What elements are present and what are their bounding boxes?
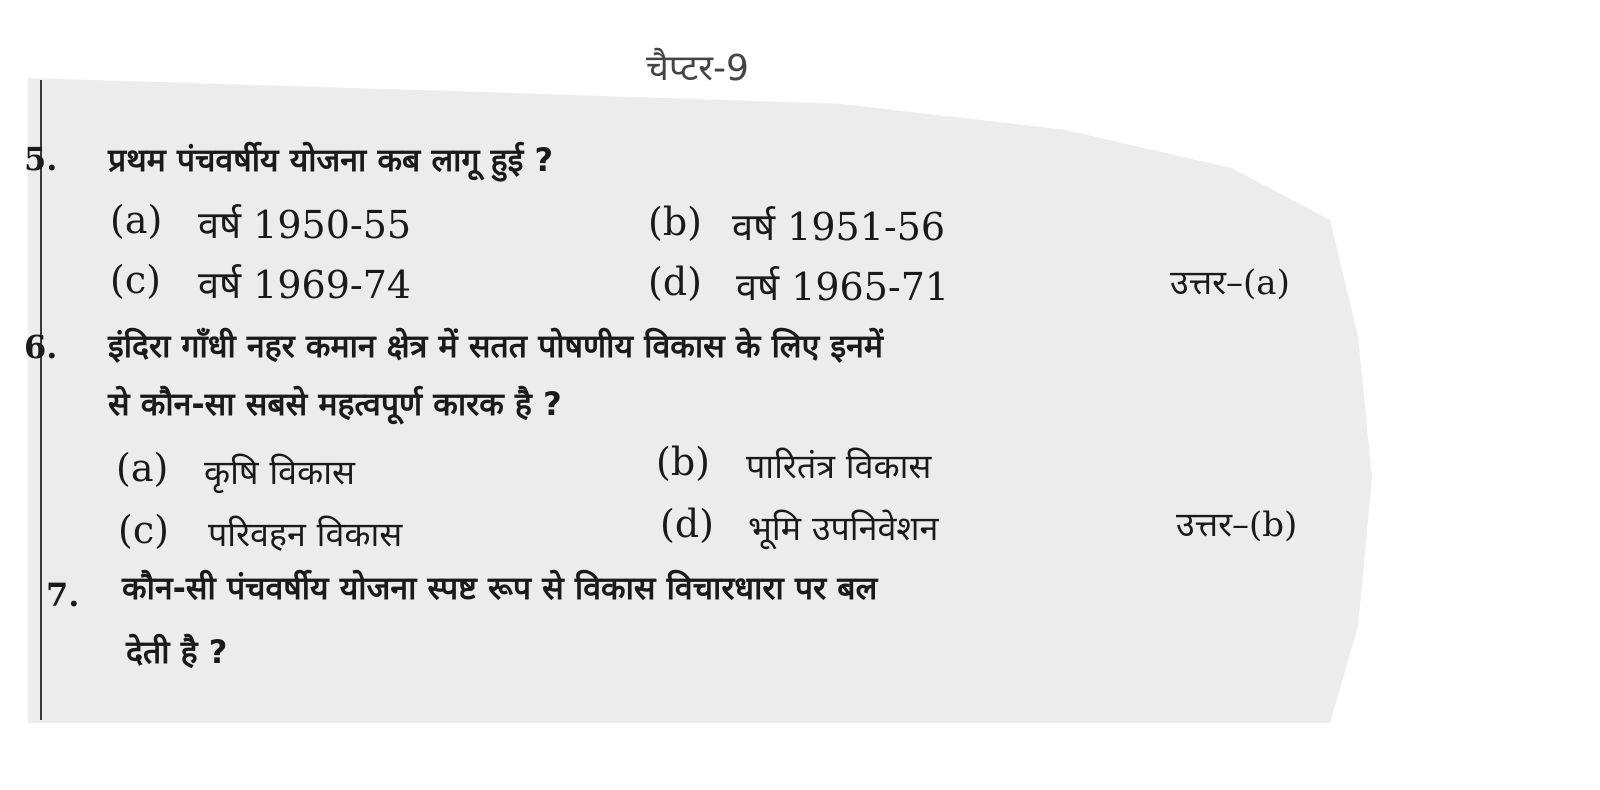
question-5-number: 5. xyxy=(24,140,58,178)
question-6-number: 6. xyxy=(24,328,58,366)
question-6-option-a-label: (a) xyxy=(116,446,169,490)
question-6-answer: उत्तर–(b) xyxy=(1176,505,1298,545)
question-5-option-d-label: (d) xyxy=(648,260,702,304)
question-5-answer: उत्तर–(a) xyxy=(1170,263,1290,303)
question-7-text-line-2: देती है ? xyxy=(126,633,228,671)
question-6-text-line-1: इंदिरा गाँधी नहर कमान क्षेत्र में सतत पोषणीय विकास के लिए इनमें xyxy=(108,327,884,365)
question-6-option-d-label: (d) xyxy=(660,502,714,546)
question-6-option-c-label: (c) xyxy=(118,508,169,552)
question-5-option-a-label: (a) xyxy=(110,198,163,242)
question-5-option-c-label: (c) xyxy=(110,258,161,302)
question-5-option-c-text: वर्ष 1969-74 xyxy=(198,263,412,307)
chapter-title: चैप्टर-9 xyxy=(646,48,749,89)
question-6-option-c-text: परिवहन विकास xyxy=(208,515,403,555)
question-5-option-a-text: वर्ष 1950-55 xyxy=(198,203,412,247)
question-5-option-b-label: (b) xyxy=(648,200,702,244)
question-6-option-b-label: (b) xyxy=(656,440,710,484)
question-6-option-a-text: कृषि विकास xyxy=(204,453,355,493)
question-5-option-b-text: वर्ष 1951-56 xyxy=(732,205,946,249)
question-5-text: प्रथम पंचवर्षीय योजना कब लागू हुई ? xyxy=(108,141,554,179)
question-6-option-d-text: भूमि उपनिवेशन xyxy=(748,509,939,549)
question-6-option-b-text: पारितंत्र विकास xyxy=(746,447,932,487)
question-7-number: 7. xyxy=(46,576,80,614)
question-7-text-line-1: कौन-सी पंचवर्षीय योजना स्पष्ट रूप से विकास विचारधारा पर बल xyxy=(122,569,878,607)
question-5-option-d-text: वर्ष 1965-71 xyxy=(736,265,950,309)
question-6-text-line-2: से कौन-सा सबसे महत्वपूर्ण कारक है ? xyxy=(108,385,562,423)
